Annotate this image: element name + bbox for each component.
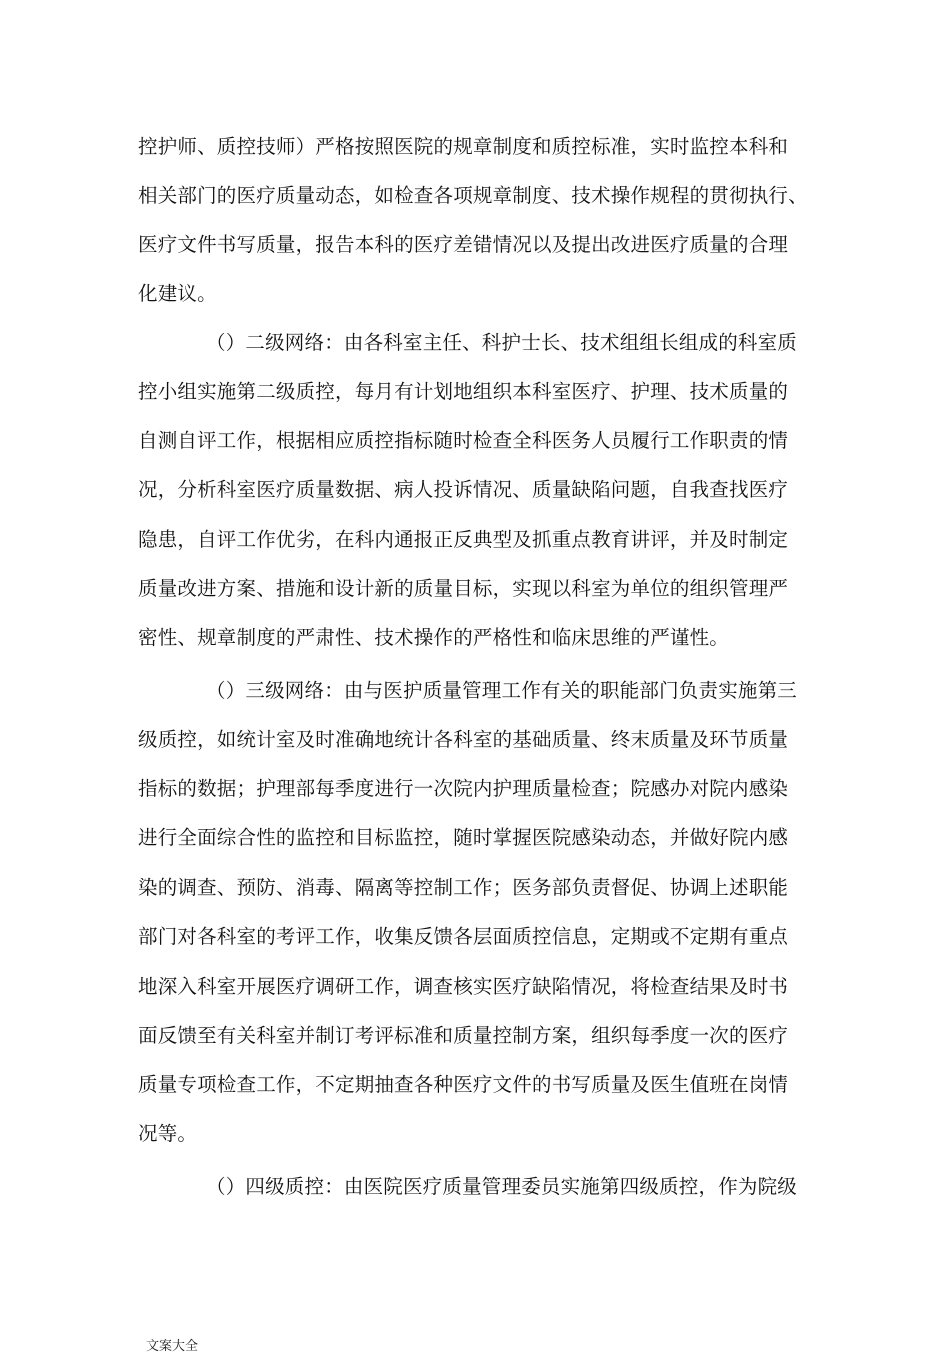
page-footer: 文案大全 — [146, 1339, 199, 1354]
paragraph-3-line-9: 质量专项检查工作，不定期抽查各种医疗文件的书写质量及医生值班在岗情 — [138, 1073, 789, 1096]
paragraph-3-line-6: 部门对各科室的考评工作，收集反馈各层面质控信息，定期或不定期有重点 — [138, 925, 789, 948]
paragraph-3-line-8: 面反馈至有关科室并制订考评标准和质量控制方案，组织每季度一次的医疗 — [138, 1024, 789, 1047]
paragraph-2-line-2: 控小组实施第二级质控，每月有计划地组织本科室医疗、护理、技术质量的 — [138, 380, 789, 403]
paragraph-2-line-7: 密性、规章制度的严肃性、技术操作的严格性和临床思维的严谨性。 — [138, 626, 730, 649]
paragraph-4-line-1: （）四级质控：由医院医疗质量管理委员实施第四级质控，作为院级 — [206, 1175, 798, 1198]
paragraph-2-line-4: 况，分析科室医疗质量数据、病人投诉情况、质量缺陷问题，自我查找医疗 — [138, 478, 789, 501]
paragraph-2-line-5: 隐患，自评工作优劣，在科内通报正反典型及抓重点教育讲评，并及时制定 — [138, 528, 789, 551]
paragraph-1-line-4: 化建议。 — [138, 282, 217, 305]
paragraph-1-line-2: 相关部门的医疗质量动态，如检查各项规章制度、技术操作规程的贯彻执行、 — [138, 184, 808, 207]
paragraph-3-line-7: 地深入科室开展医疗调研工作，调查核实医疗缺陷情况，将检查结果及时书 — [138, 975, 789, 998]
paragraph-2-line-1: （）二级网络：由各科室主任、科护士长、技术组组长组成的科室质 — [206, 331, 798, 354]
paragraph-3-line-3: 指标的数据；护理部每季度进行一次院内护理质量检查；院感办对院内感染 — [138, 777, 789, 800]
paragraph-1-line-3: 医疗文件书写质量，报告本科的医疗差错情况以及提出改进医疗质量的合理 — [138, 233, 789, 256]
paragraph-3-line-10: 况等。 — [138, 1122, 198, 1145]
paragraph-2-line-3: 自测自评工作，根据相应质控指标随时检查全科医务人员履行工作职责的情 — [138, 429, 789, 452]
paragraph-2-line-6: 质量改进方案、措施和设计新的质量目标，实现以科室为单位的组织管理严 — [138, 577, 789, 600]
paragraph-1-line-1: 控护师、质控技师）严格按照医院的规章制度和质控标准，实时监控本科和 — [138, 135, 789, 158]
paragraph-3-line-1: （）三级网络：由与医护质量管理工作有关的职能部门负责实施第三 — [206, 679, 798, 702]
paragraph-3-line-2: 级质控，如统计室及时准确地统计各科室的基础质量、终末质量及环节质量 — [138, 728, 789, 751]
paragraph-3-line-5: 染的调查、预防、消毒、隔离等控制工作；医务部负责督促、协调上述职能 — [138, 876, 789, 899]
paragraph-3-line-4: 进行全面综合性的监控和目标监控，随时掌握医院感染动态，并做好院内感 — [138, 826, 789, 849]
